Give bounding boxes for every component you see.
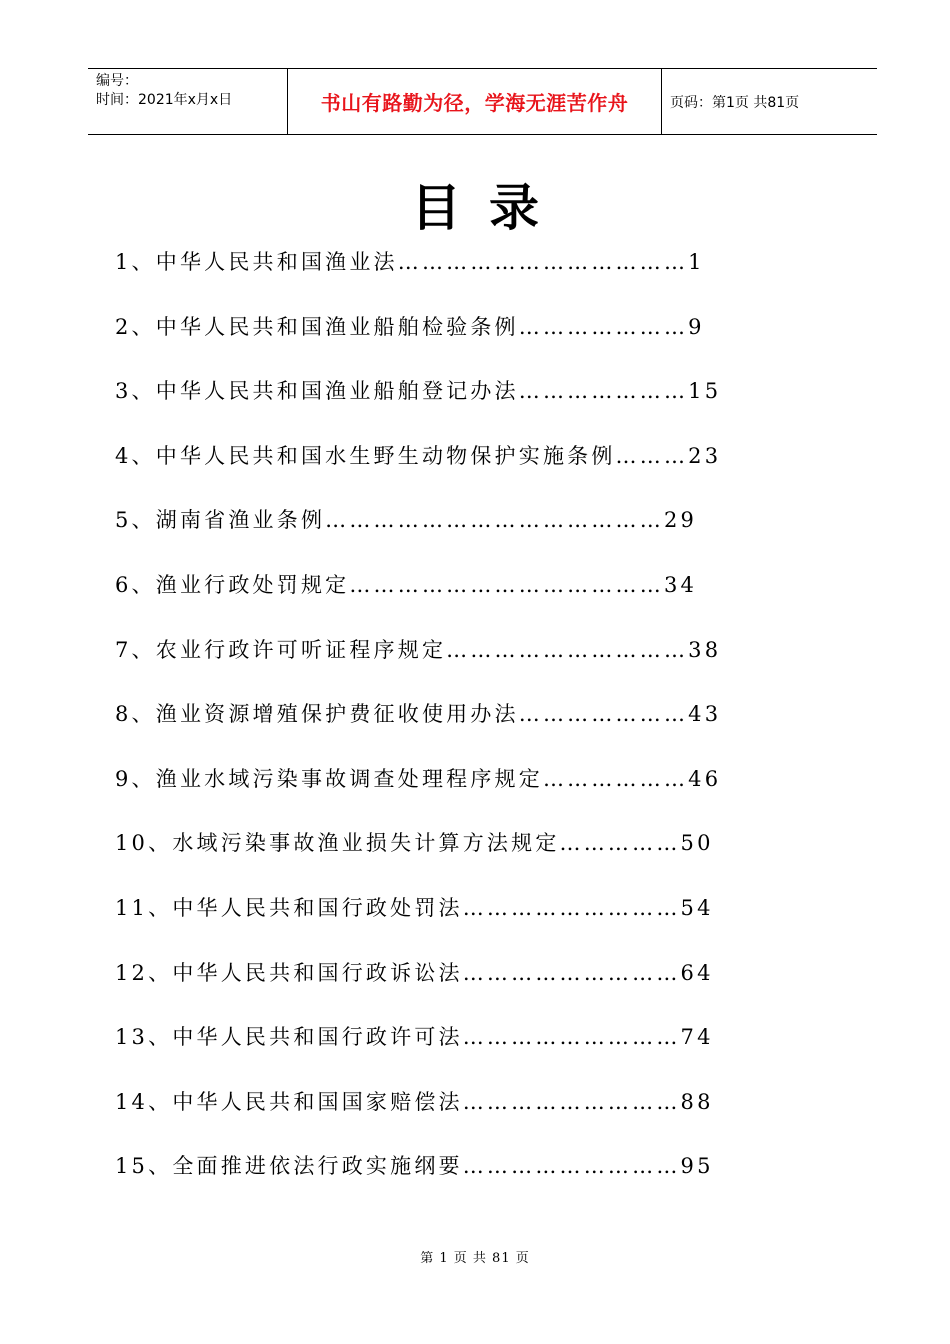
toc-item[interactable]: 15、全面推进依法行政实施纲要………………………95 <box>115 1154 714 1179</box>
toc-item[interactable]: 14、中华人民共和国国家赔偿法………………………88 <box>115 1089 714 1114</box>
toc-item[interactable]: 10、水域污染事故渔业损失计算方法规定……………50 <box>115 831 714 856</box>
time-label: 时间：2021年x月x日 <box>96 92 233 108</box>
toc-item[interactable]: 1、中华人民共和国渔业法………………………………1 <box>115 250 705 274</box>
toc-item[interactable]: 13、中华人民共和国行政许可法………………………74 <box>115 1025 714 1050</box>
toc-item[interactable]: 12、中华人民共和国行政诉讼法………………………64 <box>115 960 714 985</box>
table-of-contents <box>115 241 875 1210</box>
toc-item[interactable]: 7、农业行政许可听证程序规定…………………………38 <box>115 637 722 662</box>
toc-item[interactable]: 3、中华人民共和国渔业船舶登记办法…………………15 <box>115 379 722 404</box>
header-page-info: 页码：第1页 共81页 <box>670 94 800 111</box>
page-title: 目录 <box>411 179 567 237</box>
header-meta <box>88 69 288 134</box>
toc-item[interactable]: 11、中华人民共和国行政处罚法………………………54 <box>115 895 714 920</box>
page-header <box>88 68 877 135</box>
toc-item[interactable]: 4、中华人民共和国水生野生动物保护实施条例………23 <box>115 443 722 468</box>
number-label: 编号： <box>96 73 138 89</box>
toc-item[interactable]: 5、湖南省渔业条例……………………………………29 <box>115 508 698 533</box>
toc-item[interactable]: 6、渔业行政处罚规定…………………………………34 <box>115 572 698 597</box>
toc-item[interactable]: 9、渔业水域污染事故调查处理程序规定………………46 <box>115 766 722 791</box>
toc-item[interactable]: 8、渔业资源增殖保护费征收使用办法…………………43 <box>115 702 722 727</box>
toc-item[interactable]: 2、中华人民共和国渔业船舶检验条例…………………9 <box>115 314 705 339</box>
header-motto: 书山有路勤为径，学海无涯苦作舟 <box>288 69 662 134</box>
page-footer: 第 1 页 共 81 页 <box>420 1251 530 1266</box>
